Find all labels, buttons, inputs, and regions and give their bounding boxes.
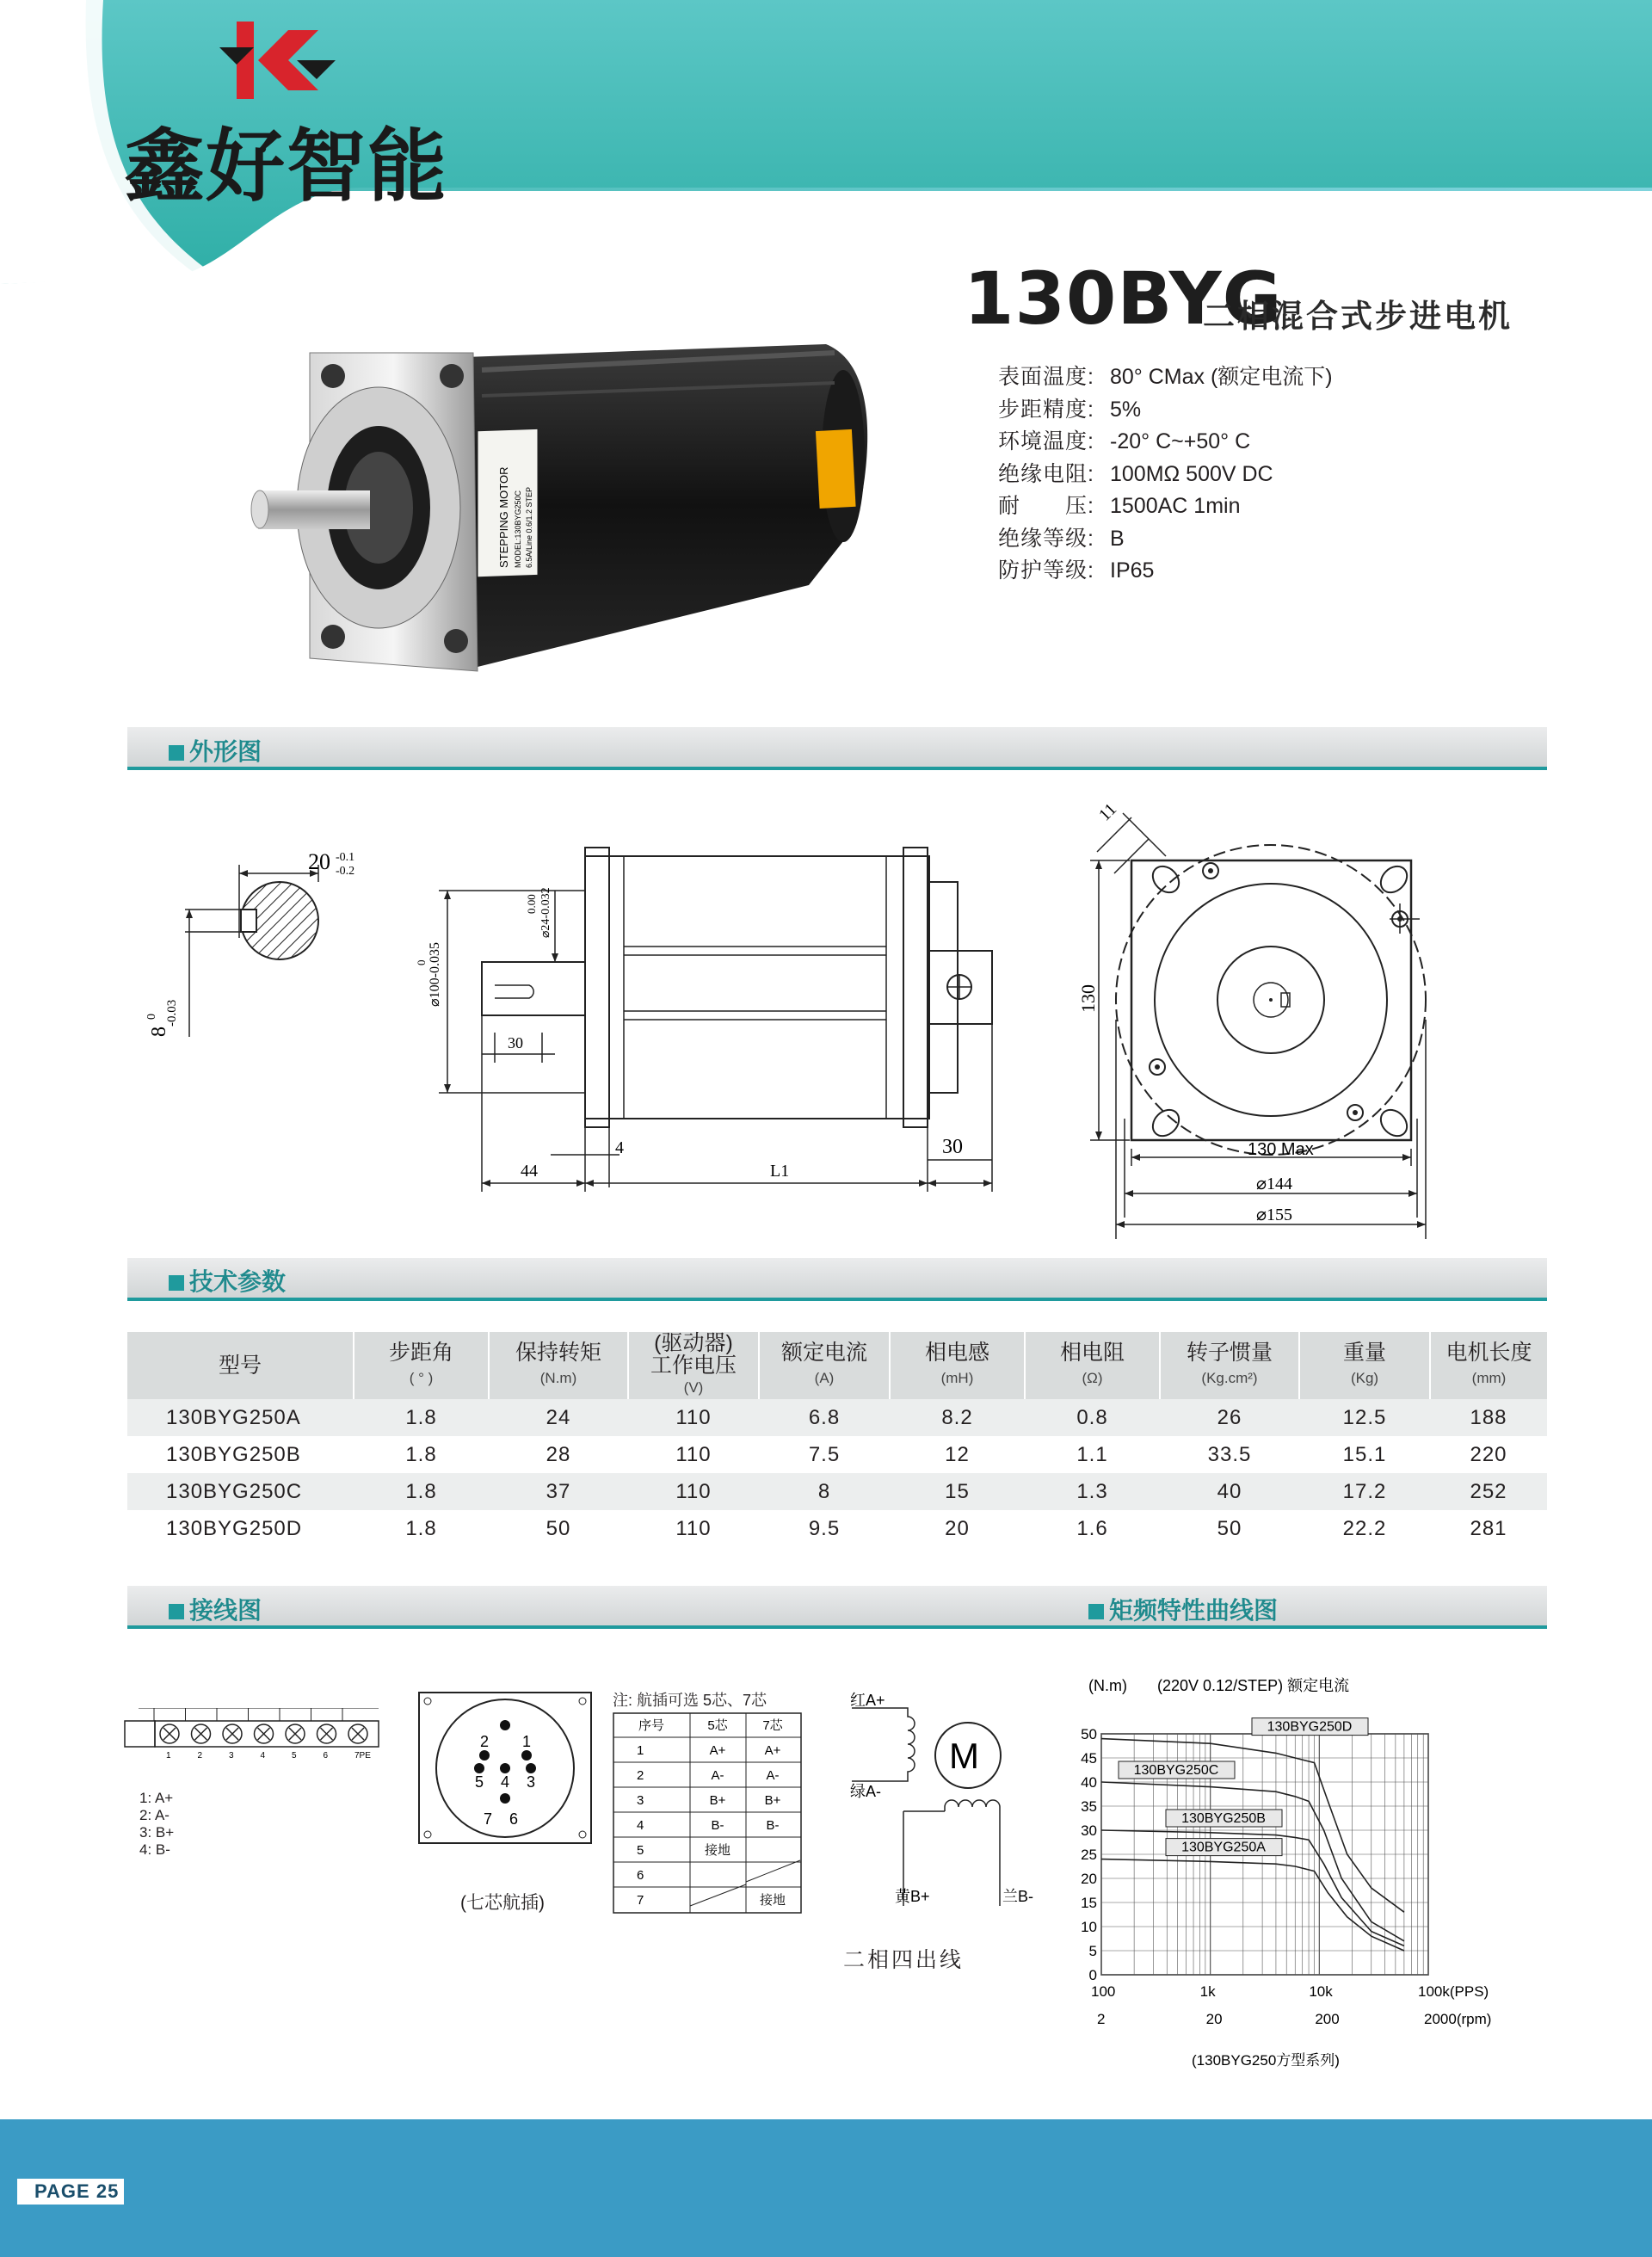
section-divider bbox=[127, 1298, 1547, 1301]
pin-table-header: 序号 bbox=[638, 1718, 665, 1733]
chart-ytick: 0 bbox=[1088, 1967, 1097, 1983]
col-header: 相电阻 (Ω) bbox=[1025, 1332, 1160, 1399]
section-bar-params bbox=[127, 1258, 1547, 1301]
side-view-drawing bbox=[404, 835, 1015, 1205]
chart-xticks bbox=[1091, 1983, 1491, 2027]
pin-table-note: 注: 航插可选 5芯、7芯 bbox=[613, 1692, 767, 1709]
chart-xtick-rpm: 200 bbox=[1315, 2011, 1340, 2027]
col-header: 型号 bbox=[127, 1332, 354, 1399]
pin-table-cell: 3 bbox=[637, 1793, 644, 1808]
table-header-row bbox=[127, 1332, 1547, 1399]
svg-text:-0.03: -0.03 bbox=[165, 999, 179, 1027]
table-row: 130BYG250C 1.8 37 110 8 15 1.3 40 17.2 252 bbox=[127, 1473, 1547, 1510]
product-subtitle: 二相混合式步进电机 bbox=[1203, 299, 1513, 334]
col-header: 额定电流 (A) bbox=[759, 1332, 890, 1399]
pin-table-cell: 1 bbox=[637, 1743, 644, 1758]
connector-pin bbox=[484, 1793, 510, 1828]
terminal-label: 7PE bbox=[354, 1751, 371, 1760]
page-number: PAGE 25 bbox=[17, 2179, 124, 2205]
terminal-screw bbox=[217, 1708, 242, 1760]
chart-ytick: 25 bbox=[1081, 1847, 1097, 1863]
svg-text:7: 7 bbox=[484, 1810, 493, 1828]
svg-text:5: 5 bbox=[475, 1773, 484, 1791]
chart-ytick: 10 bbox=[1081, 1919, 1097, 1935]
terminal-label: 5 bbox=[292, 1751, 297, 1760]
chart-series-label bbox=[1119, 1761, 1235, 1779]
chart-ytick: 50 bbox=[1081, 1726, 1097, 1742]
svg-text:4: 4 bbox=[615, 1138, 624, 1157]
chart-series-label bbox=[1166, 1810, 1282, 1827]
section-divider bbox=[127, 1625, 1547, 1629]
pin-table-cell: 2 bbox=[637, 1768, 644, 1783]
chart-xtick: 100k(PPS) bbox=[1418, 1983, 1489, 2000]
svg-text:兰B-: 兰B- bbox=[1002, 1888, 1033, 1905]
pin-table-cell: B- bbox=[711, 1818, 724, 1833]
col-header: 保持转矩 (N.m) bbox=[489, 1332, 628, 1399]
terminal-label: 4 bbox=[260, 1751, 266, 1760]
svg-text:L1: L1 bbox=[770, 1162, 790, 1181]
params-table bbox=[127, 1332, 1547, 1547]
chart-yticks bbox=[1081, 1726, 1097, 1983]
svg-text:20: 20 bbox=[308, 849, 330, 874]
terminal-screw bbox=[186, 1708, 211, 1760]
spec-row: 绝缘电阻: 100MΩ 500V DC bbox=[998, 461, 1273, 486]
chart-caption: (130BYG250方型系列) bbox=[1192, 2052, 1340, 2069]
terminal-label: 6 bbox=[323, 1751, 329, 1760]
svg-text:8: 8 bbox=[148, 1027, 170, 1037]
terminal-block bbox=[120, 1708, 396, 1760]
chart-xtick-rpm: 2000(rpm) bbox=[1424, 2011, 1492, 2027]
svg-text:-0.2: -0.2 bbox=[336, 865, 355, 878]
svg-text:130: 130 bbox=[1077, 984, 1099, 1013]
col-header: 步距角 ( ° ) bbox=[354, 1332, 489, 1399]
section-title-outline: 外形图 bbox=[169, 733, 262, 768]
svg-text:4: 4 bbox=[501, 1773, 510, 1791]
svg-text:⌀24-0.032: ⌀24-0.032 bbox=[539, 887, 552, 938]
svg-text:30: 30 bbox=[508, 1034, 523, 1051]
svg-text:30: 30 bbox=[942, 1136, 963, 1158]
svg-text:1: 1 bbox=[522, 1733, 532, 1750]
terminal-screw bbox=[154, 1708, 179, 1760]
terminal-label: 1 bbox=[166, 1751, 171, 1760]
svg-text:红A+: 红A+ bbox=[850, 1692, 885, 1709]
chart-ytick: 5 bbox=[1088, 1943, 1097, 1959]
spec-row: 防护等级: IP65 bbox=[998, 558, 1155, 583]
connector-pin bbox=[474, 1763, 518, 1828]
front-view-drawing bbox=[1071, 779, 1467, 1243]
pin-table-cell: 接地 bbox=[759, 1893, 786, 1908]
chart-series-label bbox=[1166, 1839, 1282, 1856]
svg-text:⌀144: ⌀144 bbox=[1256, 1175, 1293, 1193]
chart-ytick: 30 bbox=[1081, 1822, 1097, 1839]
terminal-legend: 1: A+ 2: A- 3: B+ 4: B- bbox=[139, 1790, 175, 1858]
footer-band bbox=[0, 2119, 1652, 2257]
terminal-screw bbox=[280, 1708, 305, 1760]
section-title-wiring: 接线图 bbox=[169, 1592, 262, 1626]
chart-title: (220V 0.12/STEP) 额定电流 bbox=[1157, 1677, 1350, 1694]
pin-table-cell: B+ bbox=[709, 1793, 726, 1808]
connector-caption: (七芯航插) bbox=[460, 1893, 545, 1913]
svg-text:6.5A/Line 0.6/1.2 STEP: 6.5A/Line 0.6/1.2 STEP bbox=[525, 486, 533, 568]
pin-table-cell: 6 bbox=[637, 1868, 644, 1883]
chart-ytick: 45 bbox=[1081, 1750, 1097, 1767]
chart-series-label bbox=[1252, 1718, 1368, 1736]
connector-pin bbox=[500, 1720, 531, 1750]
chart-ylabel: (N.m) bbox=[1088, 1677, 1127, 1694]
col-header: 相电感 (mH) bbox=[890, 1332, 1025, 1399]
svg-text:130 Max: 130 Max bbox=[1248, 1140, 1314, 1159]
svg-text:0: 0 bbox=[415, 959, 428, 965]
chart-ytick: 40 bbox=[1081, 1774, 1097, 1791]
lead-diagram bbox=[835, 1682, 1050, 1932]
svg-text:130BYG250A: 130BYG250A bbox=[1181, 1840, 1266, 1855]
product-model: 130BYG bbox=[964, 256, 1283, 341]
terminal-screws bbox=[139, 1708, 379, 1760]
chart-xtick: 10k bbox=[1309, 1983, 1333, 2000]
section-bar-outline bbox=[127, 727, 1547, 770]
terminal-screw bbox=[342, 1708, 371, 1760]
spec-row: 绝缘等级: B bbox=[998, 526, 1125, 551]
shaft-section-drawing bbox=[138, 830, 379, 1058]
chart-ytick: 15 bbox=[1081, 1895, 1097, 1911]
svg-text:⌀100-0.035: ⌀100-0.035 bbox=[428, 942, 442, 1007]
svg-text:0.00: 0.00 bbox=[525, 894, 538, 914]
torque-frequency-chart bbox=[1058, 1665, 1549, 2078]
svg-text:2: 2 bbox=[480, 1733, 490, 1750]
svg-text:MODEL:130BYG250C: MODEL:130BYG250C bbox=[514, 490, 522, 568]
pin-table-cell: A- bbox=[711, 1768, 724, 1783]
pin-table-cell: 5 bbox=[637, 1843, 644, 1858]
chart-ytick: 20 bbox=[1081, 1871, 1097, 1887]
pin-table-cell: B+ bbox=[764, 1793, 781, 1808]
section-bar-wiring bbox=[127, 1586, 1547, 1629]
col-header: 重量 (Kg) bbox=[1299, 1332, 1430, 1399]
brand-name: 鑫好智能 bbox=[125, 120, 449, 213]
svg-text:130BYG250C: 130BYG250C bbox=[1133, 1763, 1219, 1778]
chart-ytick: 35 bbox=[1081, 1798, 1097, 1815]
col-header: 电机长度 (mm) bbox=[1430, 1332, 1547, 1399]
svg-text:-0.1: -0.1 bbox=[336, 851, 355, 864]
spec-row: 表面温度: 80° CMax (额定电流下) bbox=[998, 365, 1333, 389]
svg-text:黄B+: 黄B+ bbox=[895, 1888, 930, 1905]
pin-table-cell: 7 bbox=[637, 1893, 644, 1908]
pin-table-cell: A+ bbox=[709, 1743, 726, 1758]
pin-table-header: 5芯 bbox=[707, 1718, 728, 1733]
col-header: (驱动器) 工作电压 (V) bbox=[628, 1332, 759, 1399]
col-header: 转子惯量 (Kg.cm²) bbox=[1160, 1332, 1299, 1399]
spec-row: 耐 压: 1500AC 1min bbox=[998, 494, 1241, 518]
chart-xtick: 1k bbox=[1199, 1983, 1216, 2000]
svg-text:130BYG250D: 130BYG250D bbox=[1267, 1719, 1353, 1735]
seven-pin-connector bbox=[417, 1691, 594, 1846]
spec-row: 环境温度: -20° C~+50° C bbox=[998, 429, 1251, 453]
svg-text:130BYG250B: 130BYG250B bbox=[1181, 1811, 1266, 1826]
spec-list bbox=[998, 361, 1333, 588]
table-row: 130BYG250D 1.8 50 110 9.5 20 1.6 50 22.2 281 bbox=[166, 1516, 1507, 1540]
pin-table-header: 7芯 bbox=[762, 1718, 783, 1733]
section-divider bbox=[127, 767, 1547, 770]
terminal-label: 3 bbox=[229, 1751, 234, 1760]
brand-logo-icon bbox=[215, 17, 344, 103]
section-title-curve: 矩频特性曲线图 bbox=[1088, 1592, 1278, 1626]
pin-table-cell: 4 bbox=[637, 1818, 644, 1833]
chart-xtick-rpm: 20 bbox=[1205, 2011, 1223, 2027]
lead-diagram-caption: 二相四出线 bbox=[843, 1948, 965, 1972]
svg-text:⌀155: ⌀155 bbox=[1256, 1206, 1293, 1224]
motor-symbol: M bbox=[949, 1736, 979, 1776]
pin-table bbox=[613, 1712, 802, 1915]
pin-table-cell: B- bbox=[766, 1818, 780, 1833]
chart-xtick: 100 bbox=[1091, 1983, 1116, 2000]
svg-text:0: 0 bbox=[145, 1014, 158, 1020]
chart-xtick-rpm: 2 bbox=[1097, 2011, 1106, 2027]
svg-text:11: 11 bbox=[1094, 799, 1121, 825]
terminal-screw bbox=[311, 1708, 336, 1760]
pin-table-cell: A- bbox=[766, 1768, 780, 1783]
svg-text:3: 3 bbox=[527, 1773, 536, 1791]
svg-text:44: 44 bbox=[521, 1162, 538, 1181]
terminal-label: 2 bbox=[197, 1751, 203, 1760]
svg-text:6: 6 bbox=[509, 1810, 519, 1828]
section-title-params: 技术参数 bbox=[169, 1263, 286, 1298]
table-row: 130BYG250B 1.8 28 110 7.5 12 1.1 33.5 15.1 220 bbox=[166, 1442, 1507, 1466]
table-row: 130BYG250A 1.8 24 110 6.8 8.2 0.8 26 12.5 188 bbox=[127, 1399, 1547, 1436]
nameplate-line: STEPPING MOTOR bbox=[497, 466, 510, 568]
pin-table-cell: 接地 bbox=[704, 1843, 731, 1858]
motor-photo bbox=[250, 336, 886, 680]
terminal-screw bbox=[249, 1708, 274, 1760]
svg-text:绿A-: 绿A- bbox=[850, 1783, 881, 1800]
chart-series-line bbox=[1101, 1859, 1404, 1951]
spec-row: 步距精度: 5% bbox=[998, 397, 1142, 422]
pin-table-cell: A+ bbox=[764, 1743, 781, 1758]
